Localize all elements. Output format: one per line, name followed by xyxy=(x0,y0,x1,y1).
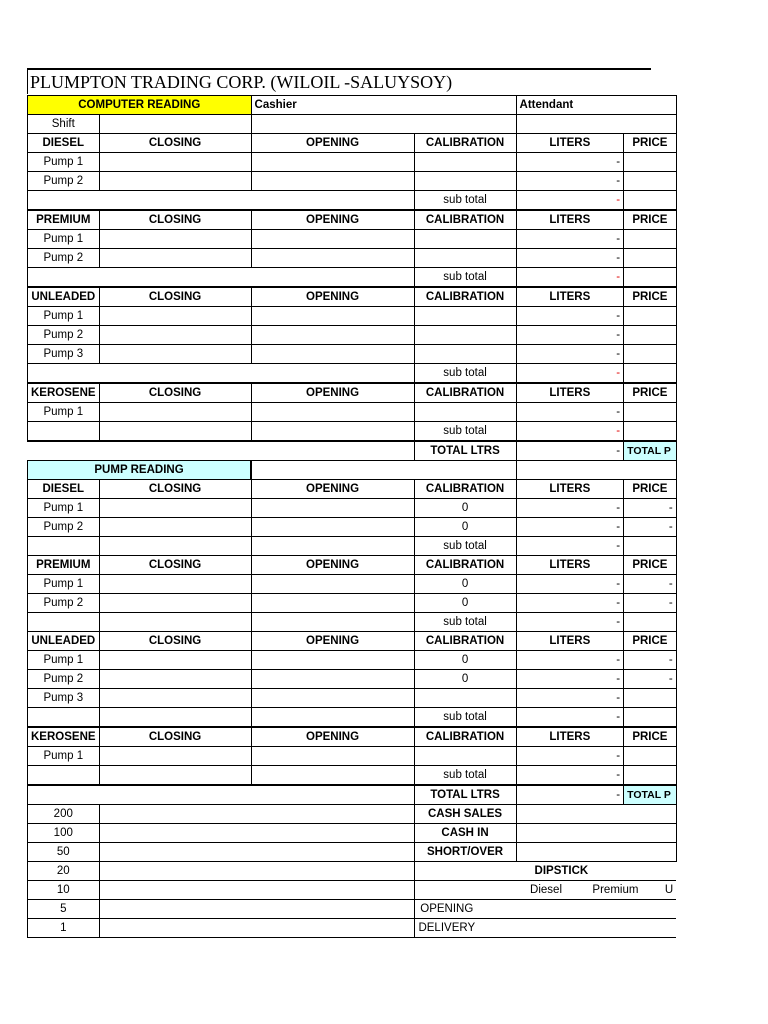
opening-cell[interactable] xyxy=(251,499,414,518)
table-row xyxy=(28,670,677,689)
closing-cell[interactable] xyxy=(99,403,251,422)
attendant-cell[interactable] xyxy=(516,115,676,134)
total-p-label: TOTAL P xyxy=(624,785,677,805)
blank-cell xyxy=(516,461,676,480)
subtotal-label: sub total xyxy=(414,537,516,556)
pump-reading-label: PUMP READING xyxy=(28,461,252,480)
table-row xyxy=(28,153,677,172)
liters-cell: - xyxy=(516,499,624,518)
closing-cell[interactable] xyxy=(99,518,251,537)
calibration-cell[interactable] xyxy=(414,230,516,249)
pump-label: Pump 2 xyxy=(28,172,100,191)
denomination: 10 xyxy=(28,881,100,900)
pump-label: Pump 2 xyxy=(28,249,100,268)
col-closing: CLOSING xyxy=(99,210,251,230)
table-row xyxy=(28,651,677,670)
table-row xyxy=(28,632,677,651)
table-row xyxy=(28,766,677,786)
col-price: PRICE xyxy=(624,727,677,747)
col-liters: LITERS xyxy=(516,480,624,499)
liters-cell: - xyxy=(516,594,624,613)
col-calibration: CALIBRATION xyxy=(414,480,516,499)
calibration-cell[interactable] xyxy=(414,689,516,708)
price-cell: - xyxy=(624,594,677,613)
blank-cell xyxy=(624,422,677,442)
dip-diesel: Diesel xyxy=(530,884,563,896)
pump-label: Pump 2 xyxy=(28,670,100,689)
col-closing: CLOSING xyxy=(99,383,251,403)
calibration-cell[interactable]: 0 xyxy=(414,594,516,613)
subtotal-label: sub total xyxy=(414,422,516,442)
col-calibration: CALIBRATION xyxy=(414,632,516,651)
subtotal-label: sub total xyxy=(414,191,516,211)
dip-delivery-label: DELIVERY xyxy=(414,919,516,938)
calibration-cell[interactable]: 0 xyxy=(414,499,516,518)
liters-cell: - xyxy=(516,651,624,670)
price-cell: - xyxy=(624,518,677,537)
total-p-label: TOTAL P xyxy=(624,441,677,461)
denomination: 5 xyxy=(28,900,100,919)
pump-label: Pump 2 xyxy=(28,518,100,537)
table-row xyxy=(28,441,677,461)
liters-cell: - xyxy=(516,307,624,326)
blank-cell xyxy=(28,191,415,211)
denomination-cell[interactable] xyxy=(99,805,414,824)
total-ltrs-value: - xyxy=(516,785,624,805)
blank-cell xyxy=(28,422,100,442)
blank-cell xyxy=(251,537,414,556)
subtotal-liters: - xyxy=(516,708,624,728)
short-over-label: SHORT/OVER xyxy=(414,843,516,862)
opening-cell[interactable] xyxy=(251,747,414,766)
denomination: 20 xyxy=(28,862,100,881)
calibration-cell[interactable] xyxy=(414,172,516,191)
price-cell[interactable] xyxy=(624,307,677,326)
liters-cell: - xyxy=(516,153,624,172)
liters-cell: - xyxy=(516,670,624,689)
price-cell: - xyxy=(624,499,677,518)
pump-label: Pump 1 xyxy=(28,307,100,326)
table-row xyxy=(28,708,677,728)
cash-in-cell[interactable] xyxy=(516,824,676,843)
table-row xyxy=(28,785,677,805)
closing-cell[interactable] xyxy=(99,249,251,268)
pump-label: Pump 2 xyxy=(28,594,100,613)
calibration-cell[interactable] xyxy=(414,345,516,364)
closing-cell[interactable] xyxy=(99,326,251,345)
opening-cell[interactable] xyxy=(251,518,414,537)
col-opening: OPENING xyxy=(251,556,414,575)
table-row xyxy=(28,689,677,708)
table-row xyxy=(28,881,677,900)
subtotal-label: sub total xyxy=(414,268,516,288)
closing-cell[interactable] xyxy=(99,499,251,518)
table-row xyxy=(28,537,677,556)
table-row xyxy=(28,575,677,594)
company-title: PLUMPTON TRADING CORP. (WILOIL -SALUYSOY) xyxy=(30,72,453,92)
denomination-cell[interactable] xyxy=(99,881,414,900)
col-opening: OPENING xyxy=(251,287,414,307)
col-price: PRICE xyxy=(624,383,677,403)
opening-cell[interactable] xyxy=(251,403,414,422)
dipstick-label: DIPSTICK xyxy=(414,862,676,881)
shift-cell[interactable] xyxy=(99,115,251,134)
subtotal-label: sub total xyxy=(414,364,516,384)
price-cell[interactable] xyxy=(624,153,677,172)
closing-cell[interactable] xyxy=(99,651,251,670)
closing-cell[interactable] xyxy=(99,230,251,249)
denomination-cell[interactable] xyxy=(99,862,414,881)
col-opening: OPENING xyxy=(251,134,414,153)
pump-label: Pump 1 xyxy=(28,499,100,518)
pump-label: Pump 1 xyxy=(28,403,100,422)
blank-cell xyxy=(28,613,100,632)
calibration-cell[interactable] xyxy=(414,249,516,268)
blank-cell xyxy=(28,441,415,461)
col-liters: LITERS xyxy=(516,727,624,747)
liters-cell: - xyxy=(516,326,624,345)
table-row xyxy=(28,307,677,326)
table-row xyxy=(28,499,677,518)
blank-cell xyxy=(99,766,251,786)
pump-label: Pump 3 xyxy=(28,345,100,364)
subtotal-liters: - xyxy=(516,766,624,786)
total-ltrs-label: TOTAL LTRS xyxy=(414,441,516,461)
table-row xyxy=(28,403,677,422)
calibration-cell[interactable] xyxy=(414,403,516,422)
table-row xyxy=(28,268,677,288)
closing-cell[interactable] xyxy=(99,307,251,326)
product-kerosene: KEROSENE xyxy=(28,383,100,403)
closing-cell[interactable] xyxy=(99,594,251,613)
col-closing: CLOSING xyxy=(99,287,251,307)
table-row xyxy=(28,594,677,613)
pump-label: Pump 2 xyxy=(28,326,100,345)
col-opening: OPENING xyxy=(251,632,414,651)
blank-cell xyxy=(99,613,251,632)
opening-cell[interactable] xyxy=(251,307,414,326)
blank-cell xyxy=(624,613,677,632)
pump-label: Pump 3 xyxy=(28,689,100,708)
blank-cell xyxy=(251,766,414,786)
blank-cell xyxy=(624,537,677,556)
liters-cell: - xyxy=(516,689,624,708)
table-row xyxy=(28,900,677,919)
table-row xyxy=(28,843,677,862)
table-row xyxy=(28,210,677,230)
blank-cell xyxy=(99,422,251,442)
closing-cell[interactable] xyxy=(99,345,251,364)
product-kerosene: KEROSENE xyxy=(28,727,100,747)
col-opening: OPENING xyxy=(251,210,414,230)
total-ltrs-label: TOTAL LTRS xyxy=(414,785,516,805)
blank-cell xyxy=(251,422,414,442)
price-cell[interactable] xyxy=(624,326,677,345)
blank-cell xyxy=(28,537,100,556)
blank-cell xyxy=(624,364,677,384)
calibration-cell[interactable]: 0 xyxy=(414,575,516,594)
liters-cell: - xyxy=(516,230,624,249)
table-row xyxy=(28,461,677,480)
col-closing: CLOSING xyxy=(99,727,251,747)
table-row xyxy=(28,345,677,364)
col-liters: LITERS xyxy=(516,632,624,651)
price-cell[interactable] xyxy=(624,747,677,766)
cash-sales-cell[interactable] xyxy=(516,805,676,824)
table-row xyxy=(28,364,677,384)
table-row xyxy=(28,613,677,632)
opening-cell[interactable] xyxy=(251,249,414,268)
price-cell[interactable] xyxy=(624,230,677,249)
attendant-label: Attendant xyxy=(516,96,676,115)
liters-cell: - xyxy=(516,575,624,594)
calibration-cell[interactable]: 0 xyxy=(414,518,516,537)
product-unleaded: UNLEADED xyxy=(28,632,100,651)
price-cell[interactable] xyxy=(624,249,677,268)
pump-label: Pump 1 xyxy=(28,747,100,766)
col-calibration: CALIBRATION xyxy=(414,134,516,153)
table-row xyxy=(28,518,677,537)
col-calibration: CALIBRATION xyxy=(414,210,516,230)
blank-cell xyxy=(414,881,516,900)
table-row xyxy=(28,326,677,345)
col-calibration: CALIBRATION xyxy=(414,383,516,403)
subtotal-liters: - xyxy=(516,364,624,384)
calibration-cell[interactable]: 0 xyxy=(414,651,516,670)
dip-delivery-cell[interactable] xyxy=(516,919,676,938)
table-row xyxy=(28,727,677,747)
opening-cell[interactable] xyxy=(251,153,414,172)
opening-cell[interactable] xyxy=(251,345,414,364)
opening-cell[interactable] xyxy=(251,651,414,670)
col-price: PRICE xyxy=(624,632,677,651)
short-over-cell[interactable] xyxy=(516,843,676,862)
blank-cell xyxy=(28,708,100,728)
col-closing: CLOSING xyxy=(99,632,251,651)
liters-cell: - xyxy=(516,747,624,766)
opening-cell[interactable] xyxy=(251,670,414,689)
blank-cell xyxy=(28,785,415,805)
product-diesel: DIESEL xyxy=(28,134,100,153)
col-calibration: CALIBRATION xyxy=(414,727,516,747)
subtotal-label: sub total xyxy=(414,708,516,728)
dip-unleaded: U xyxy=(664,884,674,896)
table-row xyxy=(28,805,677,824)
computer-reading-label: COMPUTER READING xyxy=(28,96,252,115)
calibration-cell[interactable]: 0 xyxy=(414,670,516,689)
liters-cell: - xyxy=(516,172,624,191)
col-price: PRICE xyxy=(624,480,677,499)
cashier-label: Cashier xyxy=(251,96,516,115)
col-calibration: CALIBRATION xyxy=(414,556,516,575)
blank-cell xyxy=(251,461,516,480)
subtotal-label: sub total xyxy=(414,613,516,632)
denomination: 200 xyxy=(28,805,100,824)
table-row xyxy=(28,480,677,499)
col-liters: LITERS xyxy=(516,210,624,230)
calibration-cell[interactable] xyxy=(414,326,516,345)
col-closing: CLOSING xyxy=(99,556,251,575)
cash-sales-label: CASH SALES xyxy=(414,805,516,824)
pump-label: Pump 1 xyxy=(28,230,100,249)
blank-cell xyxy=(99,708,251,728)
col-price: PRICE xyxy=(624,210,677,230)
product-premium: PREMIUM xyxy=(28,210,100,230)
closing-cell[interactable] xyxy=(99,689,251,708)
blank-cell xyxy=(99,537,251,556)
pump-label: Pump 1 xyxy=(28,153,100,172)
price-cell[interactable] xyxy=(624,345,677,364)
table-row xyxy=(28,824,677,843)
col-liters: LITERS xyxy=(516,383,624,403)
subtotal-liters: - xyxy=(516,268,624,288)
dip-opening-label: OPENING xyxy=(414,900,516,919)
shift-label: Shift xyxy=(28,115,100,134)
price-cell[interactable] xyxy=(624,403,677,422)
blank-cell xyxy=(624,708,677,728)
col-closing: CLOSING xyxy=(99,134,251,153)
price-cell[interactable] xyxy=(624,172,677,191)
subtotal-liters: - xyxy=(516,613,624,632)
col-price: PRICE xyxy=(624,287,677,307)
table-row xyxy=(28,287,677,307)
col-opening: OPENING xyxy=(251,480,414,499)
col-opening: OPENING xyxy=(251,727,414,747)
liters-cell: - xyxy=(516,403,624,422)
closing-cell[interactable] xyxy=(99,747,251,766)
table-row xyxy=(28,230,677,249)
cashier-cell[interactable] xyxy=(251,115,516,134)
denomination-cell[interactable] xyxy=(99,824,414,843)
denomination-cell[interactable] xyxy=(99,900,414,919)
subtotal-liters: - xyxy=(516,537,624,556)
opening-cell[interactable] xyxy=(251,689,414,708)
table-row xyxy=(28,96,677,115)
col-calibration: CALIBRATION xyxy=(414,287,516,307)
denomination: 100 xyxy=(28,824,100,843)
blank-cell xyxy=(28,268,415,288)
closing-cell[interactable] xyxy=(99,172,251,191)
closing-cell[interactable] xyxy=(99,153,251,172)
table-row xyxy=(28,191,677,211)
calibration-cell[interactable] xyxy=(414,307,516,326)
price-cell: - xyxy=(624,651,677,670)
opening-cell[interactable] xyxy=(251,172,414,191)
col-price: PRICE xyxy=(624,134,677,153)
dip-premium: Premium xyxy=(592,884,639,896)
liters-cell: - xyxy=(516,518,624,537)
table-row xyxy=(28,556,677,575)
liters-cell: - xyxy=(516,249,624,268)
calibration-cell[interactable] xyxy=(414,153,516,172)
col-price: PRICE xyxy=(624,556,677,575)
blank-cell xyxy=(624,268,677,288)
product-diesel: DIESEL xyxy=(28,480,100,499)
col-closing: CLOSING xyxy=(99,480,251,499)
liters-cell: - xyxy=(516,345,624,364)
blank-cell xyxy=(28,364,415,384)
subtotal-liters: - xyxy=(516,422,624,442)
dip-opening-cell[interactable] xyxy=(516,900,676,919)
opening-cell[interactable] xyxy=(251,575,414,594)
col-opening: OPENING xyxy=(251,383,414,403)
cash-in-label: CASH IN xyxy=(414,824,516,843)
table-row xyxy=(28,383,677,403)
table-row xyxy=(28,172,677,191)
blank-cell xyxy=(251,613,414,632)
opening-cell[interactable] xyxy=(251,326,414,345)
table-row xyxy=(28,862,677,881)
denomination-cell[interactable] xyxy=(99,919,414,938)
opening-cell[interactable] xyxy=(251,594,414,613)
price-cell: - xyxy=(624,575,677,594)
table-row xyxy=(28,747,677,766)
col-liters: LITERS xyxy=(516,556,624,575)
table-row xyxy=(28,249,677,268)
price-cell: - xyxy=(624,670,677,689)
blank-cell xyxy=(624,766,677,786)
closing-cell[interactable] xyxy=(99,670,251,689)
table-row xyxy=(28,919,677,938)
subtotal-label: sub total xyxy=(414,766,516,786)
col-liters: LITERS xyxy=(516,287,624,307)
closing-cell[interactable] xyxy=(99,575,251,594)
blank-cell xyxy=(624,191,677,211)
pump-label: Pump 1 xyxy=(28,575,100,594)
calibration-cell[interactable] xyxy=(414,747,516,766)
subtotal-liters: - xyxy=(516,191,624,211)
product-unleaded: UNLEADED xyxy=(28,287,100,307)
dipstick-products xyxy=(516,881,676,900)
denomination: 50 xyxy=(28,843,100,862)
product-premium: PREMIUM xyxy=(28,556,100,575)
blank-cell xyxy=(28,766,100,786)
blank-cell xyxy=(251,708,414,728)
total-ltrs-value: - xyxy=(516,441,624,461)
opening-cell[interactable] xyxy=(251,230,414,249)
pump-label: Pump 1 xyxy=(28,651,100,670)
denomination: 1 xyxy=(28,919,100,938)
price-cell[interactable] xyxy=(624,689,677,708)
table-row xyxy=(28,134,677,153)
table-row xyxy=(28,115,677,134)
col-liters: LITERS xyxy=(516,134,624,153)
table-row xyxy=(28,422,677,442)
reading-table xyxy=(27,95,677,938)
denomination-cell[interactable] xyxy=(99,843,414,862)
